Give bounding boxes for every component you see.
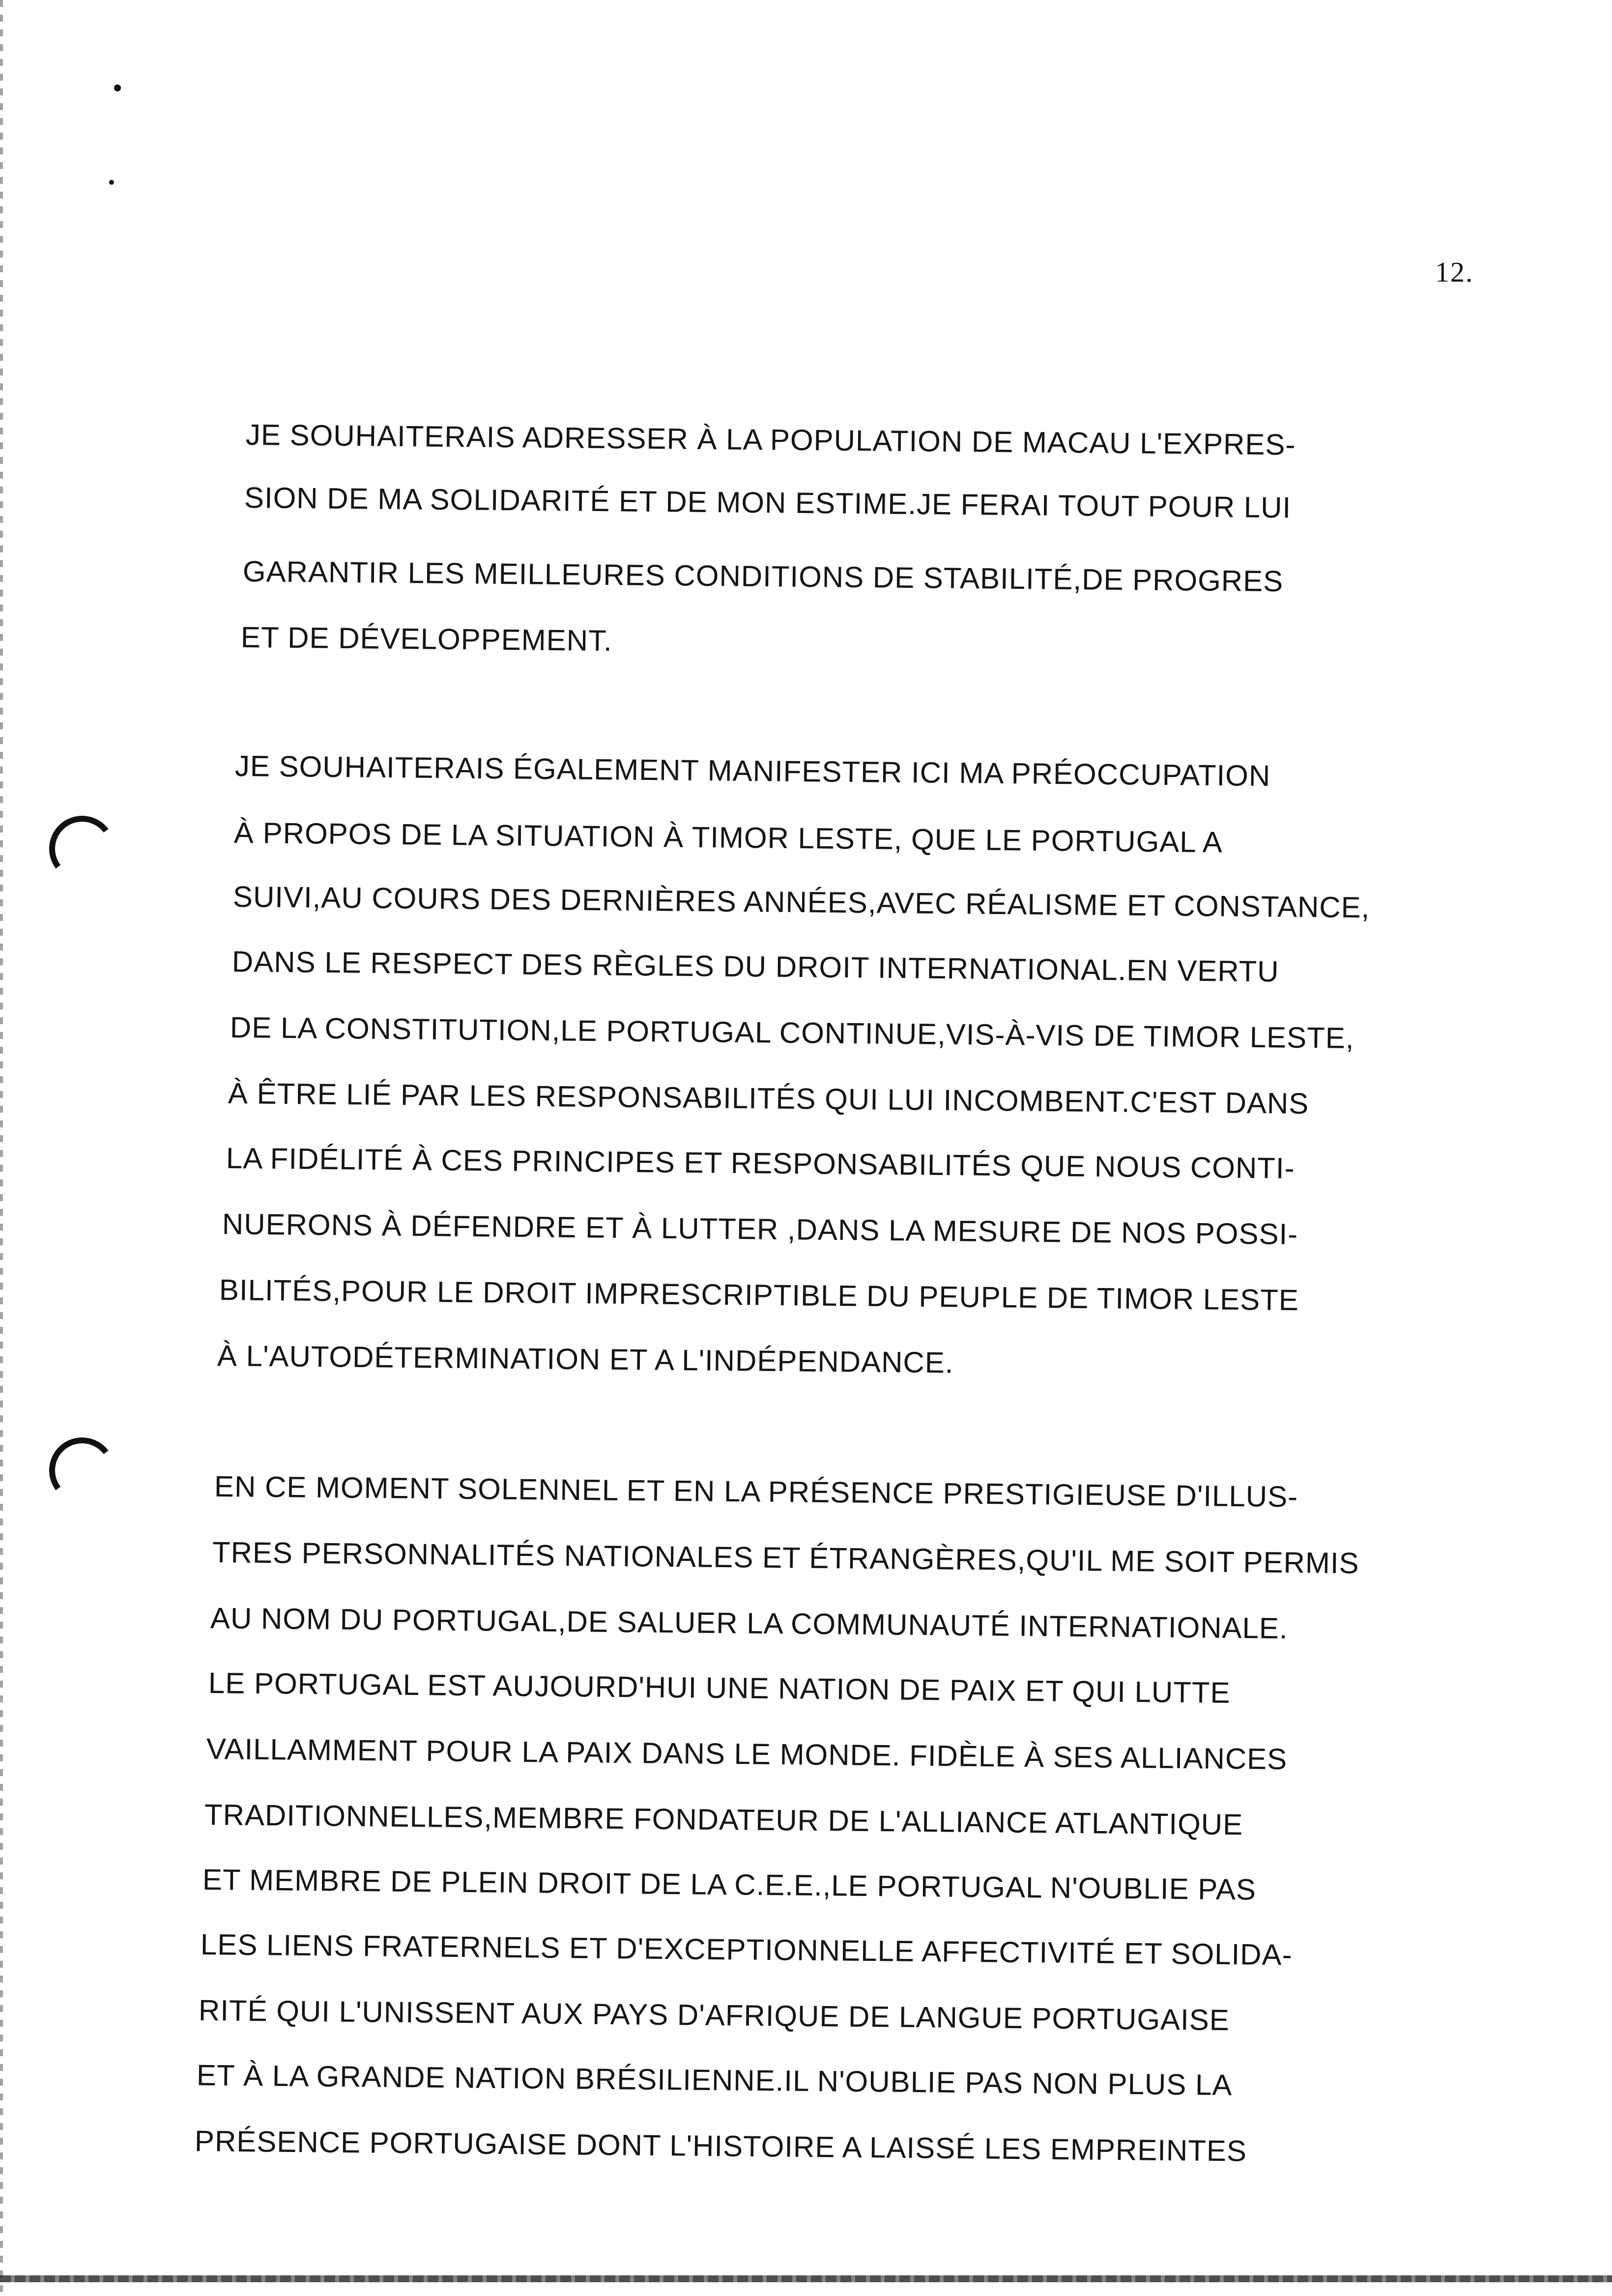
- text-line: SION DE MA SOLIDARITÉ ET DE MON ESTIME.JE FERAI TOUT POUR LUI: [244, 481, 1292, 524]
- text-line: À L'AUTODÉTERMINATION ET A L'INDÉPENDANCE.: [217, 1339, 954, 1379]
- text-line: SUIVI,AU COURS DES DERNIÈRES ANNÉES,AVEC RÉALISME ET CONSTANCE,: [232, 880, 1370, 924]
- text-line: EN CE MOMENT SOLENNEL ET EN LA PRÉSENCE PRESTIGIEUSE D'ILLUS-: [214, 1470, 1298, 1514]
- text-line: À ÊTRE LIÉ PAR LES RESPONSABILITÉS QUI LUI INCOMBENT.C'EST DANS: [228, 1077, 1309, 1120]
- text-line: DE LA CONSTITUTION,LE PORTUGAL CONTINUE,VIS-À-VIS DE TIMOR LESTE,: [230, 1011, 1354, 1055]
- text-line: VAILLAMMENT POUR LA PAIX DANS LE MONDE. FIDÈLE À SES ALLIANCES: [206, 1732, 1288, 1776]
- text-line: LA FIDÉLITÉ À CES PRINCIPES ET RESPONSABILITÉS QUE NOUS CONTI-: [226, 1142, 1295, 1185]
- text-line: GARANTIR LES MEILLEURES CONDITIONS DE STABILITÉ,DE PROGRES: [242, 555, 1284, 598]
- text-line: ET À LA GRANDE NATION BRÉSILIENNE.IL N'OUBLIE PAS NON PLUS LA: [196, 2059, 1233, 2102]
- text-line: JE SOUHAITERAIS ADRESSER À LA POPULATION DE MACAU L'EXPRES-: [245, 418, 1296, 461]
- text-line: LES LIENS FRATERNELS ET D'EXCEPTIONNELLE AFFECTIVITÉ ET SOLIDA-: [200, 1928, 1293, 1972]
- text-line: DANS LE RESPECT DES RÈGLES DU DROIT INTERNATIONAL.EN VERTU: [231, 945, 1279, 988]
- text-line: BILITÉS,POUR LE DROIT IMPRESCRIPTIBLE DU PEUPLE DE TIMOR LESTE: [219, 1273, 1299, 1317]
- page-number: 12.: [1435, 256, 1474, 288]
- text-line: ET DE DÉVELOPPEMENT.: [240, 621, 613, 658]
- text-line: NUERONS À DÉFENDRE ET À LUTTER ,DANS LA MESURE DE NOS POSSI-: [222, 1207, 1298, 1251]
- text-line: PRÉSENCE PORTUGAISE DONT L'HISTOIRE A LAISSÉ LES EMPREINTES: [194, 2124, 1247, 2168]
- text-line: JE SOUHAITERAIS ÉGALEMENT MANIFESTER ICI MA PRÉOCCUPATION: [234, 749, 1271, 793]
- scan-speck: [109, 180, 114, 185]
- text-line: À PROPOS DE LA SITUATION À TIMOR LESTE, QUE LE PORTUGAL A: [233, 816, 1223, 859]
- punch-hole-mark: [45, 811, 119, 886]
- text-line: TRADITIONNELLES,MEMBRE FONDATEUR DE L'ALLIANCE ATLANTIQUE: [204, 1798, 1243, 1841]
- scan-left-edge: [0, 0, 3, 2296]
- text-line: RITÉ QUI L'UNISSENT AUX PAYS D'AFRIQUE DE LANGUE PORTUGAISE: [198, 1994, 1230, 2037]
- scan-speck: [114, 85, 121, 91]
- text-line: AU NOM DU PORTUGAL,DE SALUER LA COMMUNAUTÉ INTERNATIONALE.: [210, 1602, 1289, 1645]
- text-line: ET MEMBRE DE PLEIN DROIT DE LA C.E.E.,LE PORTUGAL N'OUBLIE PAS: [202, 1863, 1257, 1906]
- punch-hole-mark: [45, 1433, 119, 1507]
- text-line: TRES PERSONNALITÉS NATIONALES ET ÉTRANGÈRES,QU'IL ME SOIT PERMIS: [212, 1536, 1359, 1580]
- scan-bottom-edge: [0, 2275, 1612, 2282]
- text-line: LE PORTUGAL EST AUJOURD'HUI UNE NATION DE PAIX ET QUI LUTTE: [208, 1666, 1231, 1709]
